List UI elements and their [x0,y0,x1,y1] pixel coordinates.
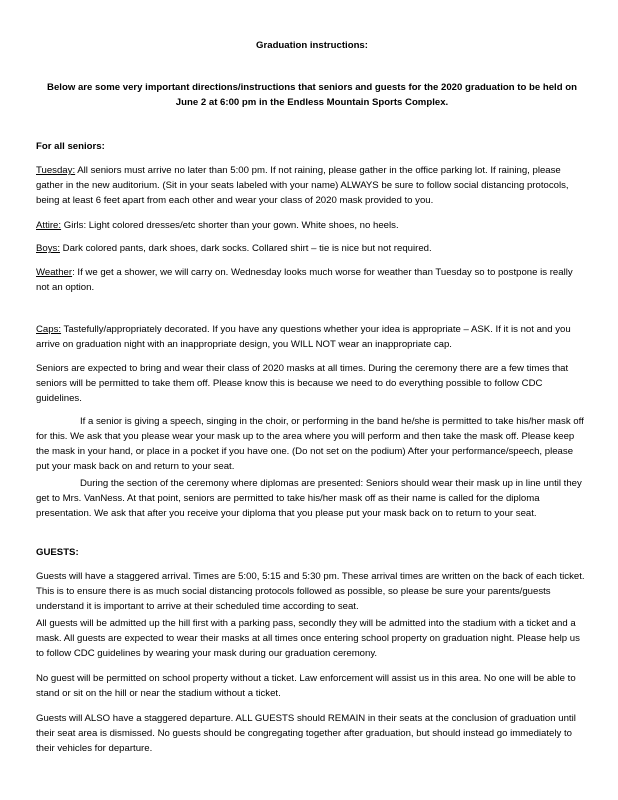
boys-label: Boys: [36,243,60,254]
weather-text: : If we get a shower, we will carry on. Wednesday looks much worse for weather than Tuesday so to postpone is really not an option. [36,267,573,293]
document-title: Graduation instructions: [256,40,368,51]
caps-text: Tastefully/appropriately decorated. If you have any questions whether your idea is appropriate – ASK. If it is not and you arrive on graduation night with an inappropriate design, you WILL NOT wear an inappropriate cap. [36,324,571,350]
boys-text: Dark colored pants, dark shoes, dark socks. Collared shirt – tie is nice but not required. [60,243,432,254]
intro-paragraph: Below are some very important directions/instructions that seniors and guests for the 2020 graduation to be held on June 2 at 6:00 pm in the Endless Mountain Sports Complex. [47,82,577,108]
attire-text: Girls: Light colored dresses/etc shorter than your gown. White shoes, no heels. [61,220,399,231]
speech-paragraph: If a senior is giving a speech, singing in the choir, or performing in the band he/she is permitted to take his/her mask off for this. We ask that you please wear your mask up to the area where you will perform and then take the mask off. Please keep the mask in your hand, or place in a pocket if you have one. (Do not set on the podium) After your performance/speech, please put your mask back on and return to your seat. [36,416,584,472]
guests-heading: GUESTS: [36,547,79,558]
weather-paragraph [36,265,588,295]
tuesday-paragraph [36,163,588,208]
caps-label: Caps: [36,324,62,335]
tuesday-text: All seniors must arrive no later than 5:00 pm. If not raining, please gather in the office parking lot. If raining, please gather in the new auditorium. (Sit in your seats labeled with your name) ALWAYS be sure to follow social distancing protocols, being at least 6 feet apart from each other and wear your class of 2020 mask provided to you. [36,165,569,206]
admission-paragraph: All guests will be admitted up the hill first with a parking pass, secondly they will be admitted into the stadium with a ticket and a mask. All guests are expected to wear their masks at all times once entering school property on graduation night. Please help us to follow CDC guidelines by wearing your mask during our graduation ceremony. [36,618,580,659]
caps-paragraph [36,322,588,352]
attire-paragraph [36,218,588,233]
seniors-heading: For all seniors: [36,141,105,152]
masks-paragraph: Seniors are expected to bring and wear their class of 2020 masks at all times. During the ceremony there are a few times that seniors will be permitted to take them off. Please know this is because we need to do everything possible to follow CDC guidelines. [36,363,569,404]
diplomas-paragraph: During the section of the ceremony where diplomas are presented: Seniors should wear their mask up in line until they get to Mrs. VanNess. At that point, seniors are permitted to take his/her mask off as their name is called for the diploma presentation. We ask that after you receive your diploma that you please put your mask back on to return to your seat. [36,478,582,519]
arrival-paragraph: Guests will have a staggered arrival. Times are 5:00, 5:15 and 5:30 pm. These arrival times are written on the back of each ticket. This is to ensure there is as much social distancing protocols followed as possible, so please be sure your parents/guests understand it is important to arrive at their scheduled time according to seat. [36,571,585,612]
no-ticket-paragraph: No guest will be permitted on school property without a ticket. Law enforcement will assist us in this area. No one will be able to stand or sit on the hill or near the stadium without a ticket. [36,673,576,699]
tuesday-label: Tuesday: [36,165,76,176]
departure-paragraph: Guests will ALSO have a staggered departure. ALL GUESTS should REMAIN in their seats at the conclusion of graduation until their seat area is dismissed. No guests should be congregating together after graduation, but should instead go immediately to their vehicles for departure. [36,713,576,754]
attire-label: Attire: [36,220,62,231]
weather-label: Weather [36,267,73,278]
boys-paragraph [36,241,588,256]
